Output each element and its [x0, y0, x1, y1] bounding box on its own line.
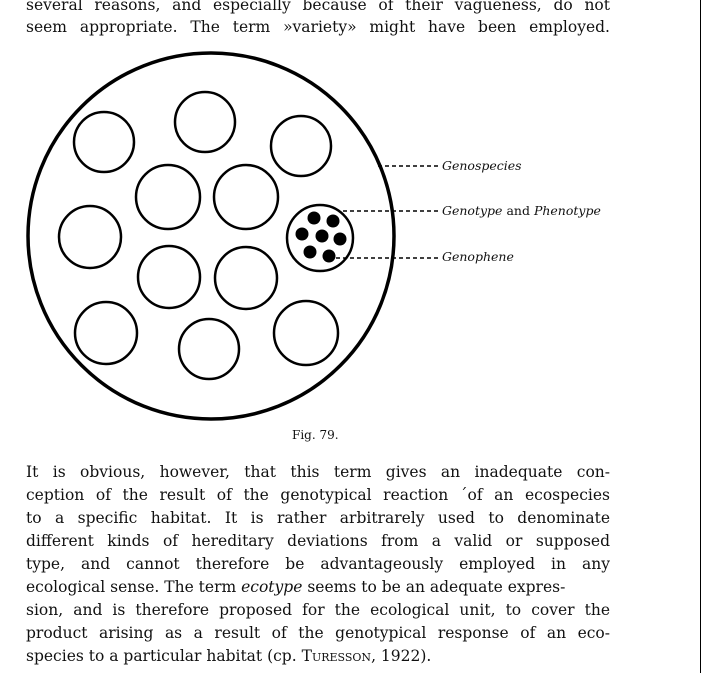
- text-fragment: seems to be an adequate expres-: [307, 578, 566, 596]
- text-line: seem appropriate. The term »variety» might have been employed.: [26, 18, 610, 36]
- inner-circle: [274, 301, 338, 365]
- genospecies-label: Genospecies: [442, 158, 522, 173]
- text-line-7: [26, 599, 610, 621]
- phenotype-dot: [304, 246, 317, 259]
- text-fragment: , 1922).: [371, 647, 432, 665]
- genotype-label: Genotype: [442, 203, 503, 218]
- text-line: to a specific habitat. It is rather arbitrarely used to denominate: [26, 509, 610, 527]
- text-fragment: ecological sense. The term: [26, 578, 237, 596]
- and-word: and: [506, 203, 530, 218]
- text-line: type, and cannot therefore be advantageously employed in any: [26, 555, 610, 573]
- inner-circle: [74, 112, 134, 172]
- text-line-6: [26, 576, 610, 598]
- phenotype-dot: [308, 212, 321, 225]
- text-line-2: [26, 484, 610, 506]
- text-line: sion, and is therefore proposed for the ecological unit, to cover the: [26, 601, 610, 619]
- text-line-3: [26, 507, 610, 529]
- inner-circle: [75, 302, 137, 364]
- inner-circle: [138, 246, 200, 308]
- phenotype-dot: [327, 215, 340, 228]
- inner-circle: [179, 319, 239, 379]
- text-line-8: [26, 622, 610, 644]
- genophene-label: Genophene: [442, 249, 514, 264]
- phenotype-dot: [323, 250, 336, 263]
- figure-caption: Fig. 79.: [292, 428, 339, 442]
- inner-circle: [214, 165, 278, 229]
- text-line: It is obvious, however, that this term gives an inadequate con-: [26, 463, 610, 481]
- inner-circle: [215, 247, 277, 309]
- inner-circle: [136, 165, 200, 229]
- ecotype-term: ecotype: [241, 578, 303, 596]
- inner-circle: [59, 206, 121, 268]
- inner-circle: [271, 116, 331, 176]
- text-line: several reasons, and especially because of their vagueness, do not: [26, 0, 610, 14]
- inner-circle: [175, 92, 235, 152]
- text-line-1: [26, 461, 610, 483]
- text-line-4: [26, 530, 610, 552]
- text-line-5: [26, 553, 610, 575]
- phenotype-dot: [316, 230, 329, 243]
- genotype-phenotype-label: [442, 203, 601, 218]
- text-line: product arising as a result of the genotypical response of an eco-: [26, 624, 610, 642]
- phenotype-dot: [296, 228, 309, 241]
- phenotype-dot: [334, 233, 347, 246]
- author-citation: Turesson: [301, 647, 372, 665]
- phenotype-label: Phenotype: [533, 203, 601, 218]
- text-line: different kinds of hereditary deviations from a valid or supposed: [26, 532, 610, 550]
- text-fragment: species to a particular habitat (cp.: [26, 647, 297, 665]
- text-line: ception of the result of the genotypical reaction ´of an ecospecies: [26, 486, 610, 504]
- text-line-9: [26, 645, 610, 667]
